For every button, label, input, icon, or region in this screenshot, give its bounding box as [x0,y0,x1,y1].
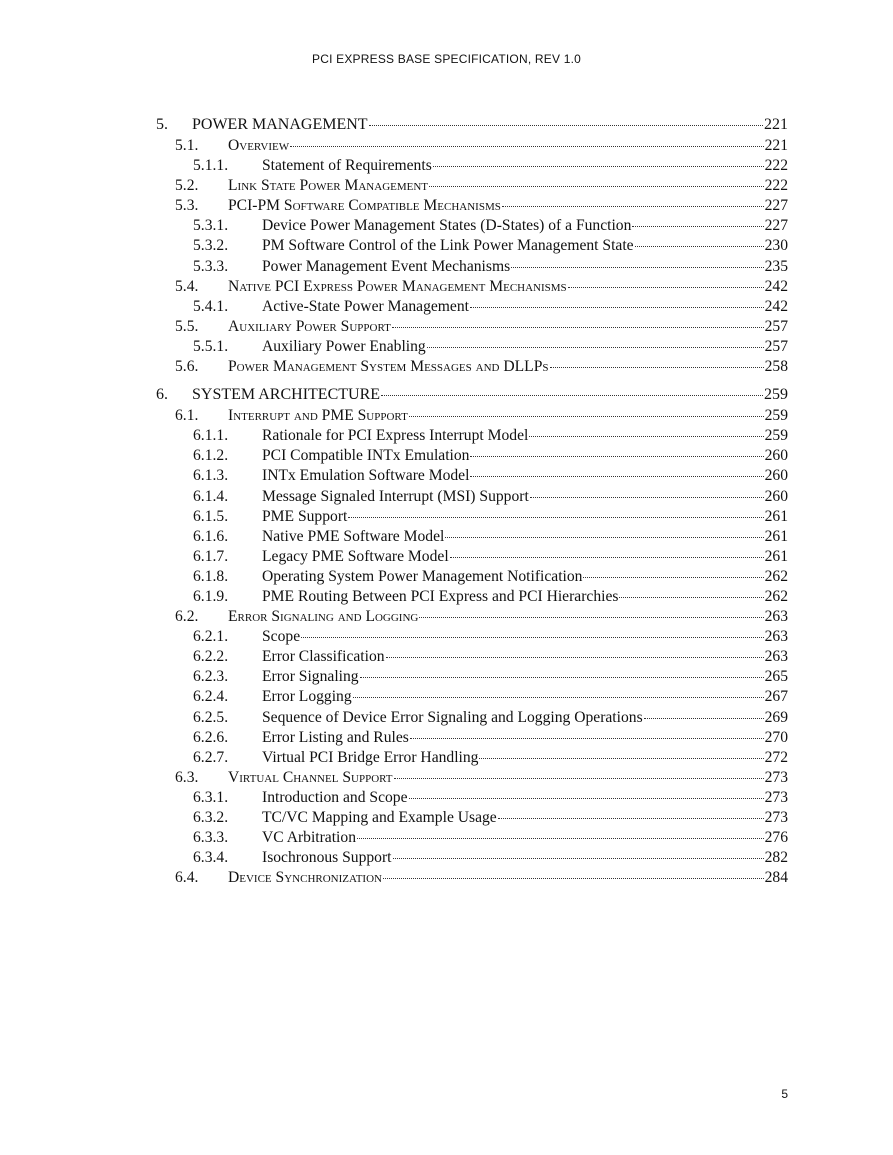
toc-entry-title: Isochronous Support [262,849,392,867]
toc-dot-leader [419,617,763,618]
toc-subsection-entry[interactable] [156,297,788,317]
toc-subsection-entry[interactable] [156,507,788,527]
toc-dot-leader [470,476,763,477]
toc-entry-number: 5.6. [175,358,199,376]
toc-entry-title: Virtual PCI Bridge Error Handling [262,748,479,766]
toc-entry-number: 6.3.3. [193,829,229,847]
toc-entry-page: 263 [764,628,788,646]
toc-dot-leader [511,267,763,268]
toc-subsection-entry[interactable] [156,748,788,768]
toc-entry-title: PME Support [262,507,348,525]
toc-entry-page: 284 [764,869,788,887]
toc-entry-page: 230 [764,237,788,255]
toc-entry-number: 6.2. [175,608,199,626]
toc-entry-title: Interrupt and PME Support [228,407,408,425]
toc-entry-number: 5.4.1. [193,297,229,315]
toc-subsection-entry[interactable] [156,708,788,728]
toc-entry-number: 6.2.6. [193,728,229,746]
toc-dot-leader [429,186,764,187]
toc-dot-leader [470,307,764,308]
toc-subsection-entry[interactable] [156,848,788,868]
toc-dot-leader [392,327,764,328]
toc-entry-page: 261 [764,527,788,545]
toc-entry-page: 276 [764,829,788,847]
toc-section-entry[interactable] [156,317,788,337]
toc-dot-leader [409,416,764,417]
toc-entry-page: 227 [764,197,788,215]
toc-entry-number: 5.4. [175,277,199,295]
toc-entry-page: 261 [764,547,788,565]
toc-entry-page: 259 [764,386,788,404]
toc-entry-number: 6.1.3. [193,467,229,485]
toc-entry-number: 5. [156,116,168,133]
toc-entry-number: 6.4. [175,869,199,887]
toc-entry-title: Overview [228,137,290,154]
toc-entry-number: 6. [156,386,168,404]
toc-dot-leader [529,436,763,437]
toc-dot-leader [301,637,764,638]
toc-chapter-entry[interactable] [156,113,788,136]
toc-subsection-entry[interactable] [156,216,788,236]
toc-subsection-entry[interactable] [156,547,788,567]
toc-entry-title: SYSTEM ARCHITECTURE [192,386,381,404]
toc-entry-title: PM Software Control of the Link Power Management State [262,237,634,255]
toc-entry-title: Error Logging [262,688,352,706]
toc-entry-number: 5.2. [175,177,199,195]
toc-subsection-entry[interactable] [156,808,788,828]
toc-entry-page: 222 [764,177,788,195]
toc-entry-title: INTx Emulation Software Model [262,467,470,485]
toc-dot-leader [409,798,764,799]
toc-subsection-entry[interactable] [156,828,788,848]
toc-entry-number: 6.1.9. [193,587,229,605]
toc-entry-number: 6.2.5. [193,708,229,726]
toc-subsection-entry[interactable] [156,426,788,446]
toc-subsection-entry[interactable] [156,487,788,507]
toc-subsection-entry[interactable] [156,667,788,687]
toc-dot-leader [357,838,764,839]
toc-entry-number: 6.2.2. [193,648,229,666]
toc-entry-title: Error Signaling [262,668,359,686]
toc-entry-number: 6.3.1. [193,788,229,806]
toc-section-entry[interactable] [156,607,788,627]
toc-dot-leader [445,537,763,538]
toc-section-entry[interactable] [156,136,788,156]
toc-entry-title: Error Signaling and Logging [228,608,419,626]
toc-entry-number: 5.5.1. [193,337,229,355]
toc-entry-page: 262 [764,587,788,605]
toc-dot-leader [479,758,763,759]
toc-entry-title: Introduction and Scope [262,788,408,806]
toc-entry-title: Device Synchronization [228,869,382,887]
toc-entry-number: 6.1.6. [193,527,229,545]
toc-subsection-entry[interactable] [156,257,788,277]
toc-section-entry[interactable] [156,357,788,377]
toc-dot-leader [644,718,764,719]
toc-entry-title: VC Arbitration [262,829,356,847]
toc-entry-title: Native PME Software Model [262,527,445,545]
toc-entry-number: 6.2.4. [193,688,229,706]
toc-section-entry[interactable] [156,768,788,788]
toc-entry-title: Device Power Management States (D-States) of a Function [262,217,632,235]
toc-entry-title: Power Management System Messages and DLLPs [228,358,549,376]
toc-dot-leader [550,367,764,368]
toc-subsection-entry[interactable] [156,788,788,808]
toc-subsection-entry[interactable] [156,446,788,466]
toc-dot-leader [369,125,763,126]
toc-dot-leader [568,287,764,288]
toc-entry-title: PCI Compatible INTx Emulation [262,447,470,465]
toc-entry-page: 257 [764,337,788,355]
toc-entry-number: 5.3. [175,197,199,215]
toc-entry-number: 6.1.4. [193,487,229,505]
toc-subsection-entry[interactable] [156,687,788,707]
toc-entry-page: 260 [764,487,788,505]
toc-entry-number: 6.3.2. [193,809,229,826]
toc-entry-page: 269 [764,708,788,726]
toc-entry-title: PCI-PM Software Compatible Mechanisms [228,197,501,215]
toc-subsection-entry[interactable] [156,337,788,357]
toc-subsection-entry[interactable] [156,156,788,176]
toc-subsection-entry[interactable] [156,466,788,486]
toc-dot-leader [530,497,764,498]
toc-entry-number: 6.2.1. [193,628,229,646]
table-of-contents [156,113,788,888]
toc-entry-page: 259 [764,427,788,445]
toc-dot-leader [360,677,764,678]
toc-subsection-entry[interactable] [156,627,788,647]
toc-entry-number: 6.2.3. [193,668,229,686]
toc-entry-page: 282 [764,849,788,867]
toc-entry-number: 5.3.1. [193,217,229,235]
toc-dot-leader [353,697,764,698]
toc-dot-leader [502,206,764,207]
toc-entry-number: 5.3.3. [193,257,229,275]
toc-entry-number: 6.1.5. [193,507,229,525]
toc-entry-number: 6.1. [175,407,199,425]
toc-dot-leader [498,818,764,819]
toc-entry-title: POWER MANAGEMENT [192,116,368,133]
toc-subsection-entry[interactable] [156,647,788,667]
toc-entry-number: 5.1. [175,137,199,154]
toc-dot-leader [632,226,763,227]
toc-entry-page: 257 [764,317,788,335]
toc-entry-page: 263 [764,608,788,626]
toc-subsection-entry[interactable] [156,728,788,748]
toc-entry-title: PME Routing Between PCI Express and PCI Hierarchies [262,587,619,605]
toc-entry-title: Virtual Channel Support [228,768,393,786]
toc-dot-leader [619,597,763,598]
toc-entry-title: Statement of Requirements [262,157,432,175]
toc-entry-page: 227 [764,217,788,235]
toc-entry-title: Error Listing and Rules [262,728,409,746]
toc-section-entry[interactable] [156,277,788,297]
toc-entry-title: Operating System Power Management Notification [262,567,583,585]
toc-entry-number: 6.1.8. [193,567,229,585]
toc-entry-number: 5.5. [175,317,199,335]
toc-section-entry[interactable] [156,406,788,426]
toc-dot-leader [394,778,764,779]
toc-entry-page: 260 [764,447,788,465]
toc-entry-number: 6.1.7. [193,547,229,565]
toc-subsection-entry[interactable] [156,587,788,607]
toc-subsection-entry[interactable] [156,236,788,256]
toc-dot-leader [635,246,764,247]
toc-entry-title: TC/VC Mapping and Example Usage [262,809,497,826]
toc-chapter-entry[interactable] [156,383,788,406]
toc-entry-page: 259 [764,407,788,425]
toc-entry-title: Auxiliary Power Enabling [262,337,426,355]
toc-entry-page: 221 [764,116,788,133]
toc-entry-page: 222 [764,157,788,175]
toc-entry-page: 273 [764,809,788,826]
toc-dot-leader [393,858,764,859]
toc-section-entry[interactable] [156,176,788,196]
toc-entry-page: 235 [764,257,788,275]
toc-entry-page: 263 [764,648,788,666]
toc-entry-page: 273 [764,788,788,806]
toc-dot-leader [386,657,764,658]
toc-entry-page: 260 [764,467,788,485]
toc-dot-leader [433,166,764,167]
toc-subsection-entry[interactable] [156,567,788,587]
toc-entry-number: 6.1.1. [193,427,229,445]
toc-entry-page: 242 [764,297,788,315]
toc-section-entry[interactable] [156,196,788,216]
toc-entry-title: Power Management Event Mechanisms [262,257,511,275]
toc-entry-title: Legacy PME Software Model [262,547,449,565]
toc-entry-number: 6.1.2. [193,447,229,465]
toc-dot-leader [348,517,763,518]
page-number: 5 [781,1087,788,1101]
toc-subsection-entry[interactable] [156,527,788,547]
toc-entry-page: 221 [764,137,788,154]
toc-entry-title: Scope [262,628,301,646]
toc-entry-page: 273 [764,768,788,786]
toc-entry-number: 5.1.1. [193,157,229,175]
toc-entry-page: 272 [764,748,788,766]
toc-entry-title: Message Signaled Interrupt (MSI) Support [262,487,529,505]
toc-entry-title: Rationale for PCI Express Interrupt Model [262,427,529,445]
toc-entry-page: 265 [764,668,788,686]
toc-dot-leader [383,878,764,879]
toc-entry-number: 5.3.2. [193,237,229,255]
toc-entry-page: 270 [764,728,788,746]
toc-entry-title: Sequence of Device Error Signaling and Logging Operations [262,708,643,726]
toc-entry-title: Auxiliary Power Support [228,317,391,335]
toc-dot-leader [381,395,763,396]
toc-entry-number: 6.3.4. [193,849,229,867]
toc-section-entry[interactable] [156,868,788,888]
toc-entry-page: 267 [764,688,788,706]
toc-entry-page: 242 [764,277,788,295]
toc-entry-title: Link State Power Management [228,177,429,195]
toc-entry-title: Error Classification [262,648,385,666]
toc-entry-number: 6.3. [175,768,199,786]
toc-dot-leader [583,577,763,578]
toc-dot-leader [410,738,764,739]
toc-dot-leader [450,557,764,558]
toc-entry-page: 262 [764,567,788,585]
toc-entry-title: Native PCI Express Power Management Mechanisms [228,277,567,295]
toc-dot-leader [427,347,764,348]
toc-entry-page: 258 [764,358,788,376]
running-header: PCI EXPRESS BASE SPECIFICATION, REV 1.0 [312,52,581,66]
toc-dot-leader [290,146,764,147]
toc-entry-number: 6.2.7. [193,748,229,766]
toc-entry-title: Active-State Power Management [262,297,469,315]
toc-entry-page: 261 [764,507,788,525]
toc-dot-leader [470,456,763,457]
